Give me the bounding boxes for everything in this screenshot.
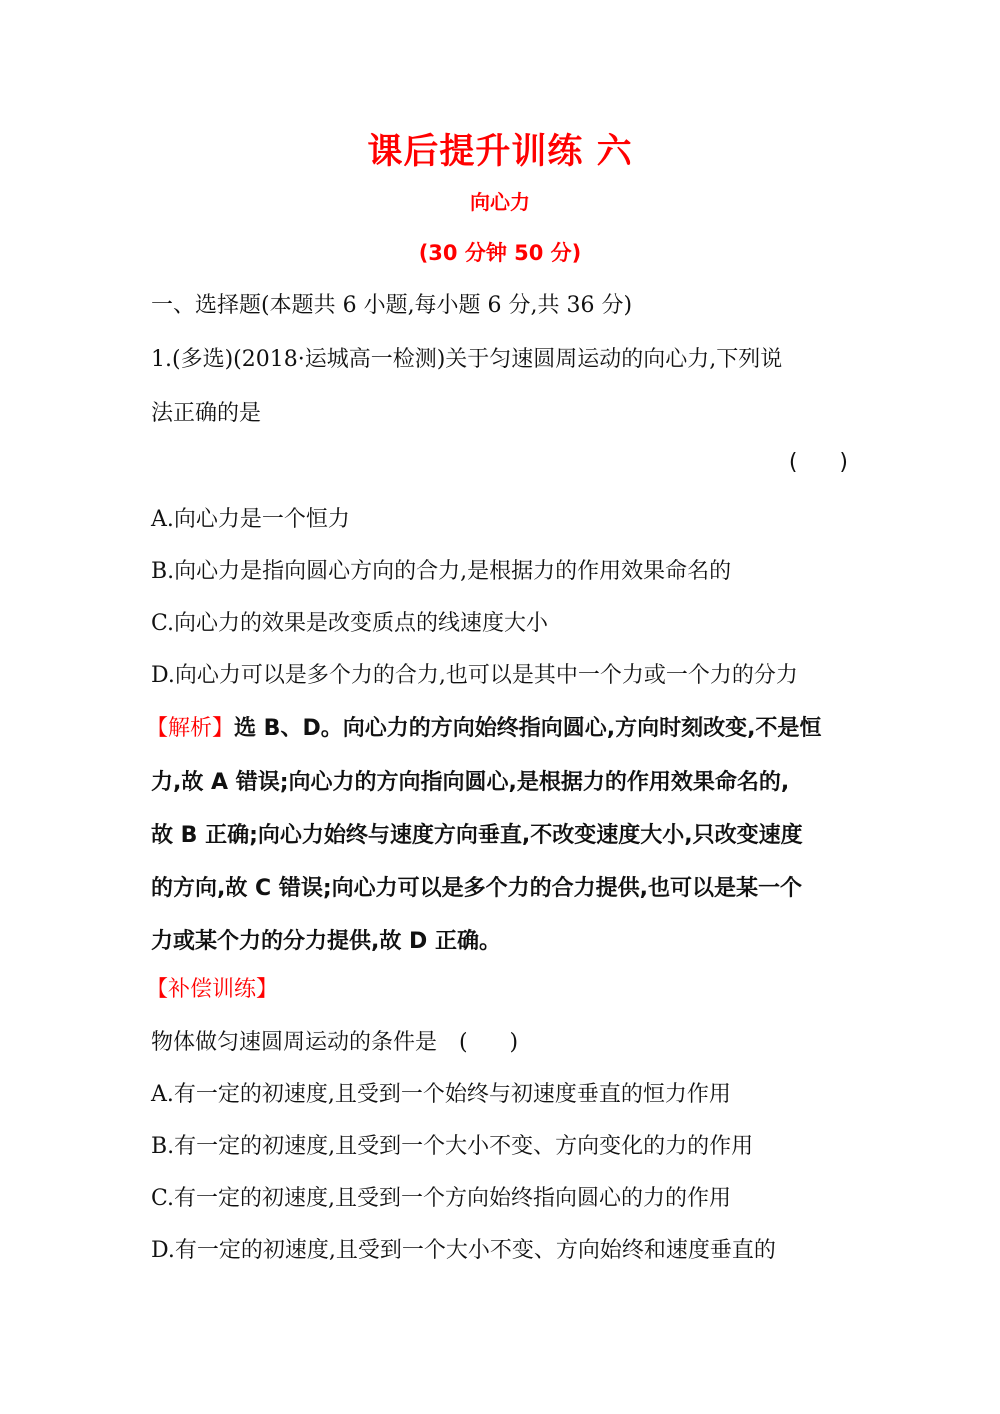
option-label: B. xyxy=(151,1134,175,1159)
analysis-text: 选 B、D。向心力的方向始终指向圆心,方向时刻改变,不是恒 xyxy=(234,716,822,741)
option-label: B. xyxy=(151,559,175,584)
option-text: 有一定的初速度,且受到一个始终与初速度垂直的恒力作用 xyxy=(173,1082,731,1107)
option-label: D. xyxy=(151,1238,175,1263)
time-score-info: (30 分钟 50 分) xyxy=(418,241,582,265)
supplement-option-d xyxy=(151,1233,776,1264)
option-text: 向心力的效果是改变质点的线速度大小 xyxy=(174,611,549,636)
option-text: 有一定的初速度,且受到一个大小不变、方向变化的力的作用 xyxy=(174,1134,754,1159)
question-1-option-d xyxy=(151,658,798,689)
page-subtitle: 向心力 xyxy=(470,190,530,214)
analysis-line-4: 的方向,故 C 错误;向心力可以是多个力的合力提供,也可以是某一个 xyxy=(151,876,802,901)
page-title: 课后提升训练 六 xyxy=(367,132,633,172)
option-label: A. xyxy=(151,507,174,532)
supplement-option-a xyxy=(151,1077,731,1108)
analysis-line-2: 力,故 A 错误;向心力的方向指向圆心,是根据力的作用效果命名的, xyxy=(151,770,790,795)
supplement-answer-blank: ( ) xyxy=(459,1030,519,1055)
supplement-option-b xyxy=(151,1129,753,1160)
question-1-stem-line-2: 法正确的是 xyxy=(151,401,262,426)
option-text: 有一定的初速度,且受到一个大小不变、方向始终和速度垂直的 xyxy=(174,1238,776,1263)
option-label: D. xyxy=(151,663,175,688)
question-1-option-b xyxy=(151,554,731,585)
analysis-tag: 【解析】 xyxy=(146,716,235,741)
analysis-line-3: 故 B 正确;向心力始终与速度方向垂直,不改变速度大小,只改变速度 xyxy=(151,823,803,848)
option-label: A. xyxy=(151,1082,174,1107)
option-text: 有一定的初速度,且受到一个方向始终指向圆心的力的作用 xyxy=(174,1186,732,1211)
section-heading: 一、选择题(本题共 6 小题,每小题 6 分,共 36 分) xyxy=(151,293,633,318)
question-1-answer-blank: ( ) xyxy=(788,450,848,475)
analysis-line-1 xyxy=(146,711,821,742)
question-1-option-a xyxy=(151,502,350,533)
question-1-stem-line-1: 1.(多选)(2018·运城高一检测)关于匀速圆周运动的向心力,下列说 xyxy=(151,347,783,372)
question-1-option-c xyxy=(151,606,548,637)
option-text: 向心力可以是多个力的合力,也可以是其中一个力或一个力的分力 xyxy=(174,663,798,688)
option-text: 向心力是一个恒力 xyxy=(173,507,350,532)
supplement-option-c xyxy=(151,1181,731,1212)
analysis-line-5: 力或某个力的分力提供,故 D 正确。 xyxy=(151,929,501,954)
option-label: C. xyxy=(151,1186,175,1211)
option-label: C. xyxy=(151,611,175,636)
supplement-tag: 【补偿训练】 xyxy=(146,977,279,1002)
supplement-stem-text: 物体做匀速圆周运动的条件是 xyxy=(151,1030,438,1055)
supplement-stem xyxy=(151,1025,518,1056)
option-text: 向心力是指向圆心方向的合力,是根据力的作用效果命名的 xyxy=(174,559,732,584)
